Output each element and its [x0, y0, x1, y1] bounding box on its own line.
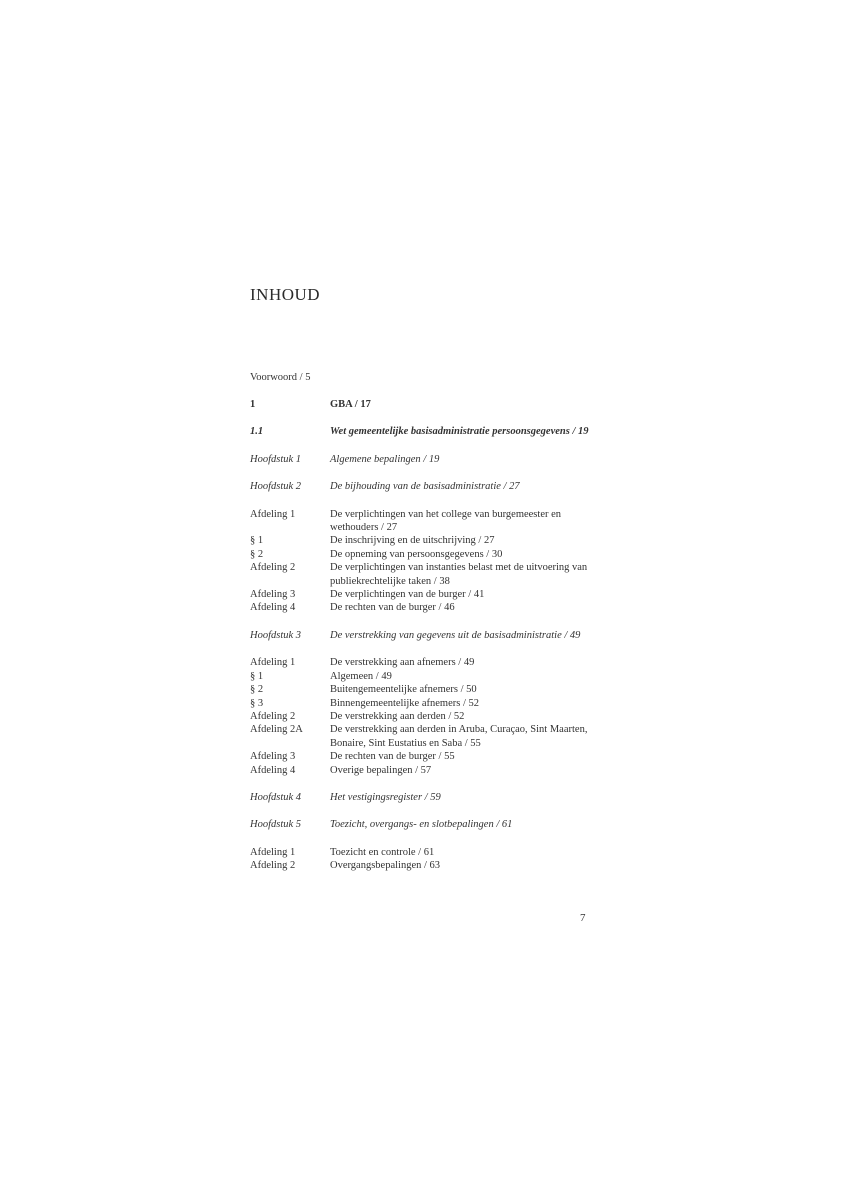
toc-entry: [250, 561, 595, 588]
toc-entry-title: Binnengemeentelijke afnemers / 52: [330, 697, 479, 709]
toc-entry: [250, 398, 595, 411]
toc-entry-number: Afdeling 3: [250, 751, 296, 763]
toc-entry: [250, 846, 595, 859]
toc-entry: [250, 425, 595, 438]
toc-entry-title: Algemeen / 49: [330, 670, 392, 682]
toc-entry-number: § 3: [250, 697, 264, 709]
toc-entry: [250, 534, 595, 547]
toc-entry: [250, 723, 595, 750]
toc-entry: [250, 818, 595, 831]
toc-entry: [250, 697, 595, 710]
toc-entry: [250, 791, 595, 804]
toc-list: [250, 398, 595, 873]
toc-entry-number: § 2: [250, 548, 264, 560]
toc-entry-title: De verplichtingen van instanties belast met de uitvoering van publiekrechtelijke taken / 38: [330, 562, 588, 587]
toc-entry-number: Afdeling 1: [250, 657, 296, 669]
page-number: 7: [580, 912, 586, 924]
toc-entry-title: De verstrekking aan derden in Aruba, Curaçao, Sint Maarten, Bonaire, Sint Eustatius en Saba / 55: [330, 724, 588, 749]
toc-entry-title: De verstrekking van gegevens uit de basisadministratie / 49: [330, 629, 581, 641]
toc-entry: [250, 764, 595, 777]
toc-entry-number: Afdeling 2: [250, 562, 296, 574]
toc-entry-number: § 1: [250, 670, 264, 682]
toc-entry-title: Overgangsbepalingen / 63: [330, 860, 441, 872]
toc-entry-title: De inschrijving en de uitschrijving / 27: [330, 535, 495, 547]
toc-entry-title: Toezicht en controle / 61: [330, 846, 435, 858]
toc-entry: [250, 548, 595, 561]
toc-entry-number: Hoofdstuk 1: [250, 453, 302, 465]
toc-entry-title: De rechten van de burger / 46: [330, 602, 455, 614]
toc-entry-number: Hoofdstuk 5: [250, 819, 302, 831]
toc-entry-number: 1: [250, 399, 256, 410]
toc-entry-title: De rechten van de burger / 55: [330, 751, 455, 763]
toc-entry-title: De verstrekking aan afnemers / 49: [330, 657, 475, 669]
page-title: INHOUD: [250, 285, 321, 304]
toc-entry-number: § 2: [250, 684, 264, 696]
toc-entry: [250, 453, 595, 466]
toc-entry-number: 1.1: [250, 426, 264, 438]
toc-entry-number: Afdeling 2A: [250, 724, 303, 736]
toc-entry-title: De verplichtingen van de burger / 41: [330, 589, 485, 601]
toc-entry-title: Buitengemeentelijke afnemers / 50: [330, 684, 477, 696]
toc-entry: [250, 601, 595, 614]
toc-entry: [250, 683, 595, 696]
toc-entry: [250, 508, 595, 535]
toc-entry-number: Afdeling 4: [250, 764, 296, 776]
toc-entry-title: Overige bepalingen / 57: [330, 764, 432, 776]
toc-entry-number: Hoofdstuk 2: [250, 481, 302, 493]
toc-entry: [250, 629, 595, 642]
toc-entry-number: Afdeling 1: [250, 846, 296, 858]
toc-entry-number: Afdeling 2: [250, 860, 296, 872]
toc-entry-number: Afdeling 1: [250, 508, 296, 520]
toc-entry: [250, 859, 595, 872]
toc-entry: [250, 480, 595, 493]
toc-entry-title: Algemene bepalingen / 19: [330, 453, 440, 465]
toc-entry-number: § 1: [250, 535, 264, 547]
toc-entry-title: Wet gemeentelijke basisadministratie persoonsgegevens / 19: [330, 426, 589, 438]
toc-entry: [250, 670, 595, 683]
toc-entry-title: Toezicht, overgangs- en slotbepalingen / 61: [330, 819, 513, 831]
toc-entry: [250, 656, 595, 669]
toc-entry-title: De verplichtingen van het college van burgemeester en wethouders / 27: [330, 508, 562, 534]
toc-entry-title: De verstrekking aan derden / 52: [330, 710, 465, 722]
toc-entry-number: Hoofdstuk 4: [250, 791, 302, 803]
toc-entry-title: GBA / 17: [330, 399, 371, 410]
foreword-entry: Voorwoord / 5: [250, 372, 311, 383]
toc-entry-title: Het vestigingsregister / 59: [330, 791, 441, 803]
toc-entry-number: Afdeling 4: [250, 602, 296, 614]
toc-entry-number: Afdeling 3: [250, 589, 296, 601]
toc-entry-title: De bijhouding van de basisadministratie / 27: [330, 481, 520, 493]
toc-entry-title: De opneming van persoonsgegevens / 30: [330, 548, 503, 560]
toc-entry: [250, 710, 595, 723]
toc-entry: [250, 750, 595, 763]
toc-entry-number: Hoofdstuk 3: [250, 629, 302, 641]
toc-entry-number: Afdeling 2: [250, 710, 296, 722]
toc-entry: [250, 588, 595, 601]
table-of-contents: [250, 371, 595, 873]
